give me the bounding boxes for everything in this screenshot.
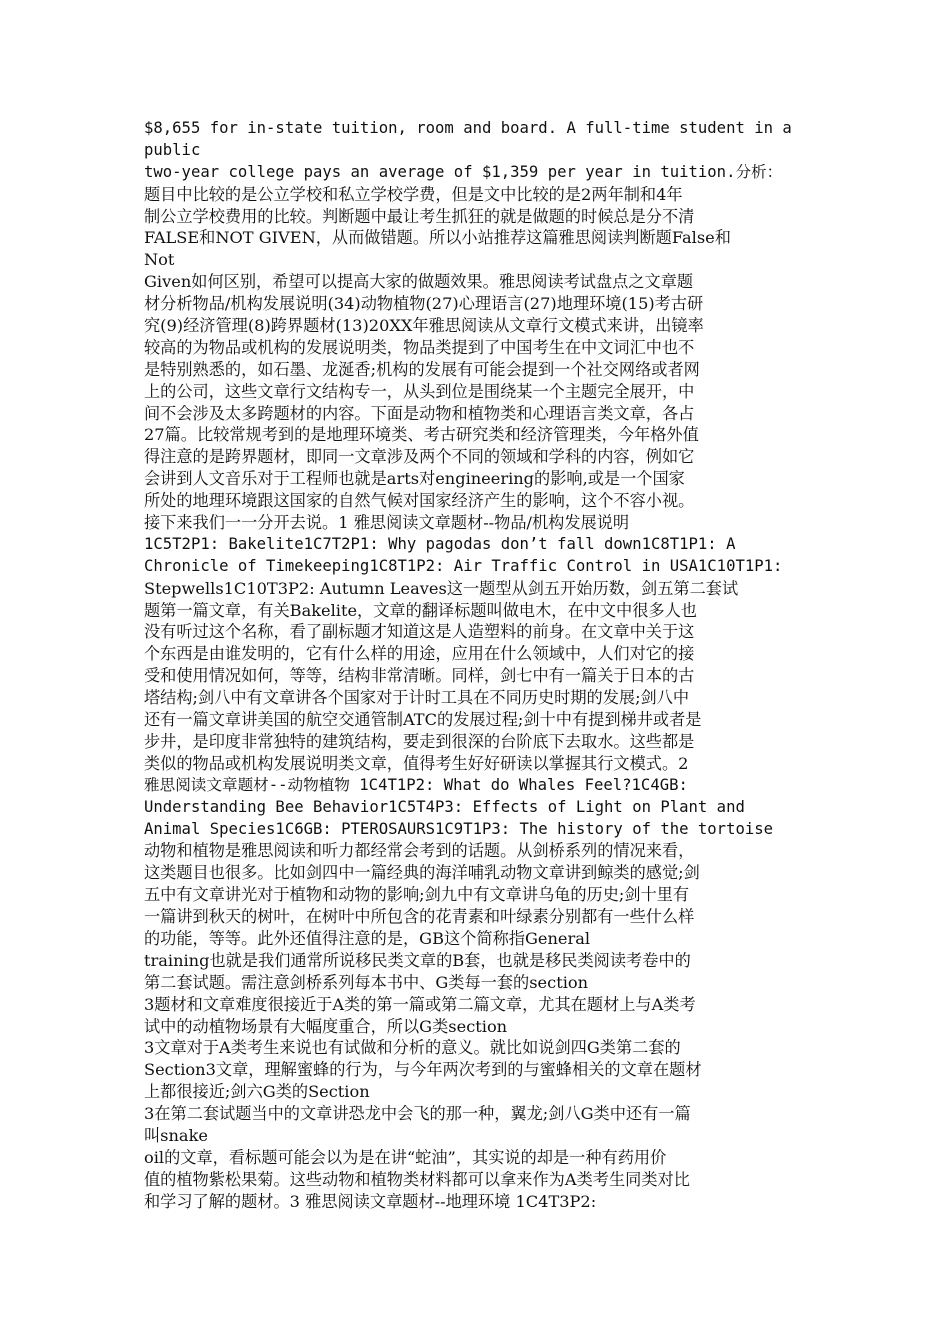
text-line: 一篇讲到秋天的树叶，在树叶中所包含的花青素和叶绿素分别都有一些什么样 (144, 907, 695, 927)
text-line: 制公立学校费用的比较。判断题中最让考生抓狂的就是做题的时候总是分不清 (144, 206, 695, 226)
text-line: 所处的地理环境跟这国家的自然气候对国家经济产生的影响，这个不容小视。 (144, 491, 695, 511)
text-line: Section3文章，理解蜜蜂的行为，与今年两次考到的与蜜蜂相关的文章在题材 (144, 1060, 702, 1080)
text-line: 个东西是由谁发明的，它有什么样的用途，应用在什么领域中，人们对它的接 (144, 644, 695, 664)
text-line: Not (144, 250, 175, 270)
text-line: 步井，是印度非常独特的建筑结构，要走到很深的台阶底下去取水。这些都是 (144, 731, 695, 751)
text-line: 3文章对于A类考生来说也有试做和分析的意义。就比如说剑四G类第二套的 (144, 1038, 681, 1058)
text-line: 五中有文章讲光对于植物和动物的影响;剑九中有文章讲乌龟的历史;剑十里有 (144, 885, 690, 905)
text-line: 叫snake (144, 1125, 208, 1145)
text-line: 较高的为物品或机构的发展说明类，物品类提到了中国考生在中文词汇中也不 (144, 337, 695, 357)
text-line: $8,655 for in-state tuition, room and board. A full-time student in a (144, 119, 792, 137)
text-line: two-year college pays an average of $1,359 per year in tuition.分析： (144, 162, 783, 181)
text-line: 3题材和文章难度很接近于A类的第一篇或第二篇文章，尤其在题材上与A类考 (144, 994, 696, 1014)
text-line: 动物和植物是雅思阅读和听力都经常会考到的话题。从剑桥系列的情况来看， (144, 841, 695, 861)
text-line: 上都很接近;剑六G类的Section (144, 1082, 370, 1102)
text-line: 类似的物品或机构发展说明类文章，值得考生好好研读以掌握其行文模式。2 (144, 753, 689, 773)
text-line: 会讲到人文音乐对于工程师也就是arts对engineering的影响,或是一个国家 (144, 469, 685, 489)
text-line: 接下来我们一一分开去说。1 雅思阅读文章题材--物品/机构发展说明 (144, 513, 630, 533)
text-line: 第二套试题。需注意剑桥系列每本书中、G类每一套的section (144, 972, 589, 992)
text-line: 间不会涉及太多跨题材的内容。下面是动物和植物类和心理语言类文章，各占 (144, 403, 695, 423)
text-line: Understanding Bee Behavior1C5T4P3: Effects of Light on Plant and (144, 797, 745, 816)
text-line: 受和使用情况如何，等等，结构非常清晰。同样，剑七中有一篇关于日本的古 (144, 666, 695, 686)
text-line: 是特别熟悉的，如石墨、龙涎香;机构的发展有可能会提到一个社交网络或者网 (144, 359, 700, 379)
document-body (144, 118, 814, 1213)
text-line: public (144, 140, 201, 159)
text-line: 题第一篇文章，有关Bakelite，文章的翻译标题叫做电木，在中文中很多人也 (144, 600, 697, 620)
text-line: 这类题目也很多。比如剑四中一篇经典的海洋哺乳动物文章讲到鲸类的感觉;剑 (144, 863, 700, 883)
text-line: Animal Species1C6GB: PTEROSAURS1C9T1P3: The history of the tortoise (144, 819, 774, 838)
text-line: 和学习了解的题材。3 雅思阅读文章题材--地理环境 1C4T3P2: (144, 1191, 597, 1211)
text-line: 究(9)经济管理(8)跨界题材(13)20XX年雅思阅读从文章行文模式来讲，出镜率 (144, 316, 704, 336)
text-line: 上的公司，这些文章行文结构专一，从头到位是围绕某一个主题完全展开，中 (144, 381, 695, 401)
text-line: Chronicle of Timekeeping1C8T1P2: Air Traffic Control in USA1C10T1P1: (144, 556, 783, 575)
text-line: 题目中比较的是公立学校和私立学校学费，但是文中比较的是2两年制和4年 (144, 184, 683, 204)
text-line: 得注意的是跨界题材，即同一文章涉及两个不同的领域和学科的内容，例如它 (144, 447, 695, 467)
text-line: FALSE和NOT GIVEN，从而做错题。所以小站推荐这篇雅思阅读判断题False和 (144, 228, 731, 248)
text-line: 还有一篇文章讲美国的航空交通管制ATC的发展过程;剑十中有提到梯井或者是 (144, 710, 702, 730)
text-line: Stepwells1C10T3P2: Autumn Leaves这一题型从剑五开始历数，剑五第二套试 (144, 578, 739, 598)
text-line: 1C5T2P1: Bakelite1C7T2P1: Why pagodas don’t fall down1C8T1P1: A (144, 534, 736, 553)
text-line: 27篇。比较常规考到的是地理环境类、考古研究类和经济管理类，今年格外值 (144, 425, 699, 445)
text-line: 3在第二套试题当中的文章讲恐龙中会飞的那一种，翼龙;剑八G类中还有一篇 (144, 1104, 691, 1124)
text-line: 值的植物紫松果菊。这些动物和植物类材料都可以拿来作为A类考生同类对比 (144, 1169, 690, 1189)
text-line: training也就是我们通常所说移民类文章的B套，也就是移民类阅读考卷中的 (144, 950, 691, 970)
text-line: oil的文章，看标题可能会以为是在讲“蛇油”，其实说的却是一种有药用价 (144, 1147, 667, 1167)
text-line: 没有听过这个名称，看了副标题才知道这是人造塑料的前身。在文章中关于这 (144, 622, 695, 642)
text-line: Given如何区别，希望可以提高大家的做题效果。雅思阅读考试盘点之文章题 (144, 272, 694, 292)
text-line: 材分析物品/机构发展说明(34)动物植物(27)心理语言(27)地理环境(15)考古研 (144, 294, 704, 314)
text-line: 试中的动植物场景有大幅度重合，所以G类section (144, 1016, 508, 1036)
text-line: 的功能，等等。此外还值得注意的是，GB这个简称指General (144, 928, 591, 948)
text-line: 雅思阅读文章题材--动物植物 1C4T1P2: What do Whales Feel?1C4GB: (144, 775, 688, 794)
text-line: 塔结构;剑八中有文章讲各个国家对于计时工具在不同历史时期的发展;剑八中 (144, 688, 690, 708)
